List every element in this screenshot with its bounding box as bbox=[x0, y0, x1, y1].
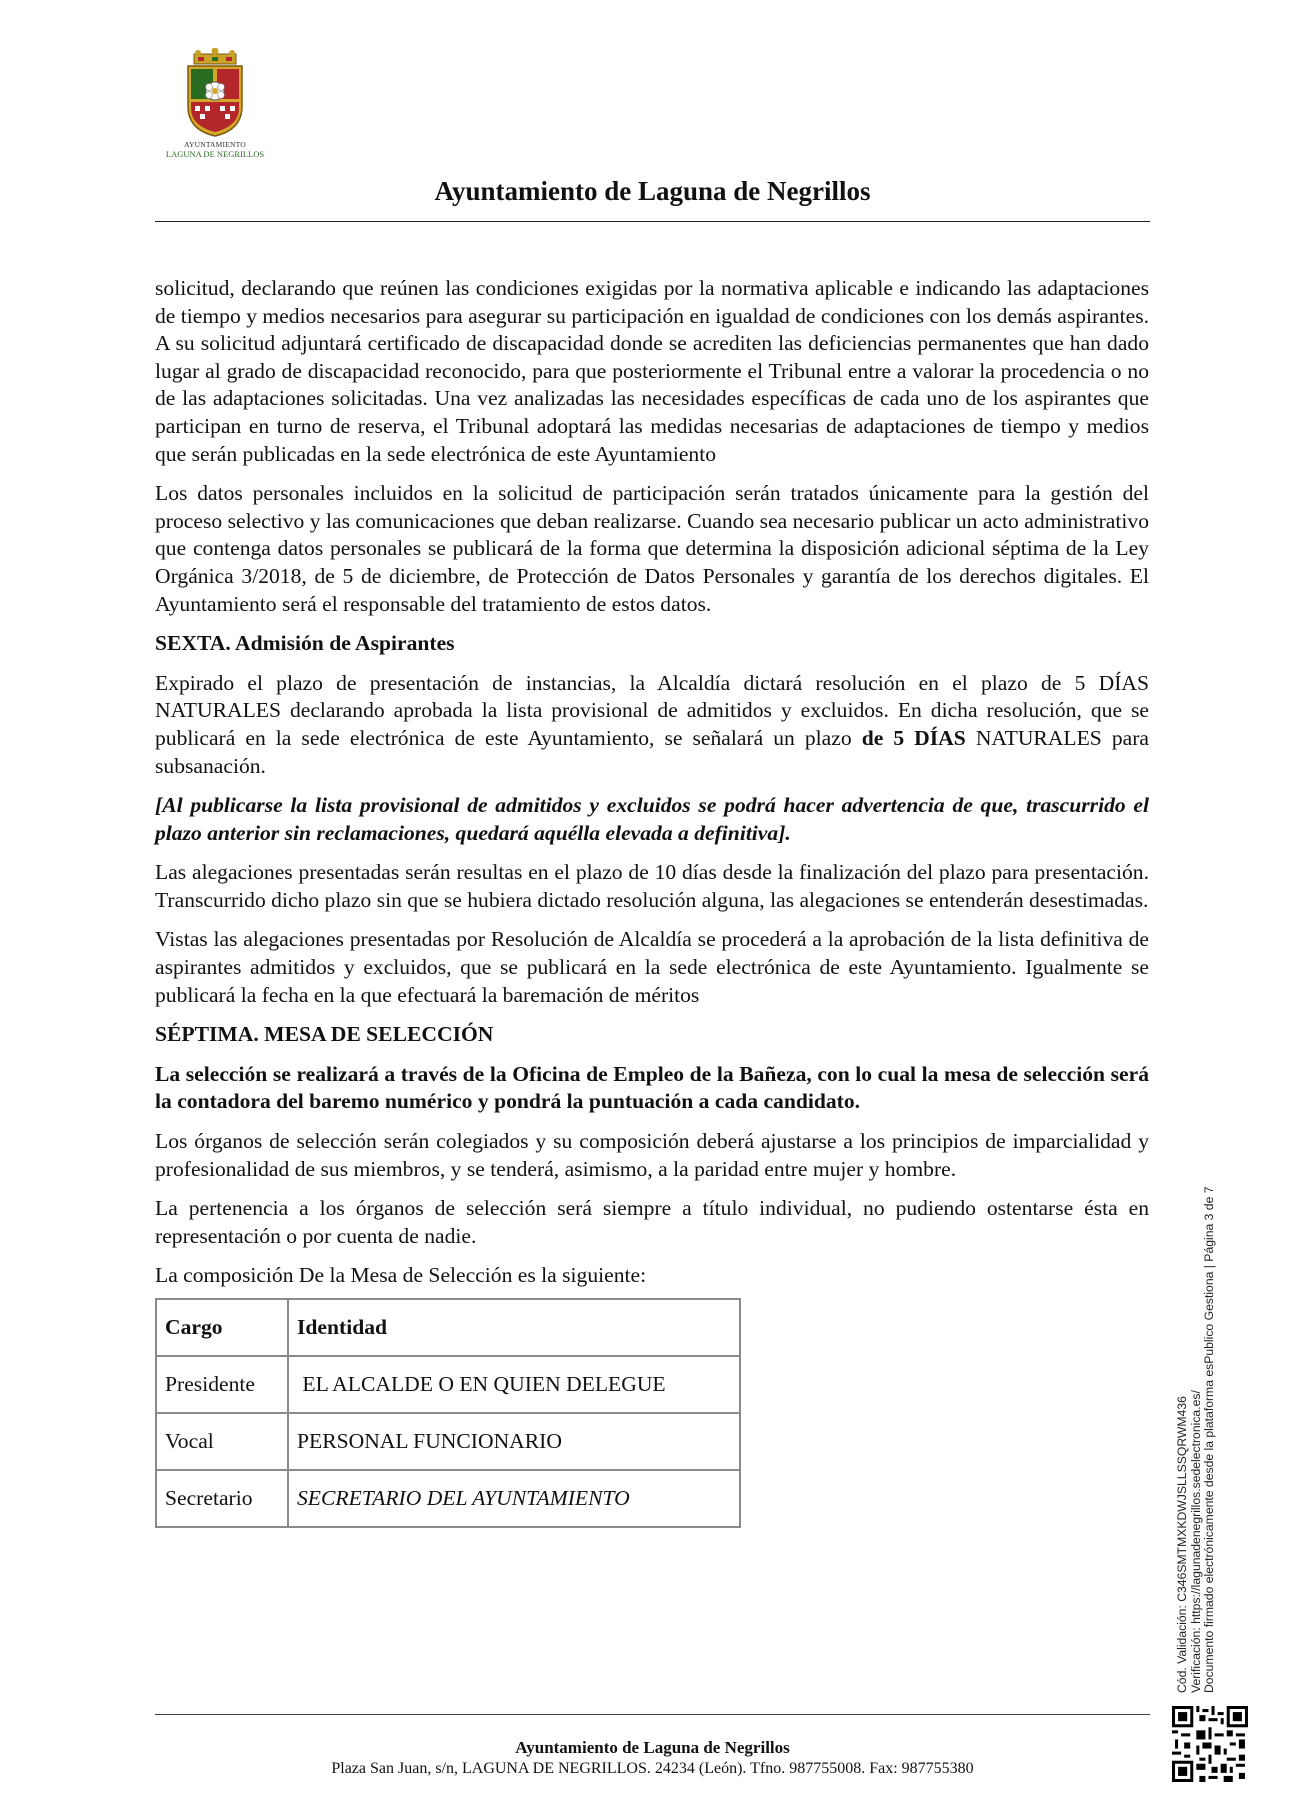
paragraph-pertenencia: La pertenencia a los órganos de selección será siempre a título individual, no pudiendo ostentarse ésta en representación o por cuenta de nadie. bbox=[155, 1196, 1149, 1248]
page-title: Ayuntamiento de Laguna de Negrillos bbox=[434, 176, 871, 206]
heading-septima: SÉPTIMA. MESA DE SELECCIÓN bbox=[155, 1022, 494, 1047]
signature-page-info: Documento firmado electrónicamente desde la plataforma esPublico Gestiona | Página 3 de 7 bbox=[1202, 1186, 1216, 1693]
table-header-cargo: Cargo bbox=[156, 1299, 288, 1356]
table-cell-identidad: SECRETARIO DEL AYUNTAMIENTO bbox=[288, 1470, 740, 1527]
logo-name: LAGUNA DE NEGRILLOS bbox=[165, 149, 265, 159]
logo-caption: AYUNTAMIENTO bbox=[184, 140, 246, 149]
table-header-identidad: Identidad bbox=[288, 1299, 740, 1356]
header-divider bbox=[155, 221, 1150, 222]
paragraph-discapacidad: solicitud, declarando que reúnen las condiciones exigidas por la normativa aplicable e indicando las adaptaciones de tiempo y medios necesarios para asegurar su participación en igualdad de condiciones con los demás aspirantes. A su solicitud adjuntará certificado de discapacidad donde se acrediten las deficiencias permanentes que han dado lugar al grado de discapacidad reconocido, para que posteriormente el Tribunal entre a valorar la procedencia o no de las adaptaciones solicitadas. Una vez analizadas las necesidades específicas de cada uno de los aspirantes que participan en turno de reserva, el Tribunal adoptará las medidas necesarias de adaptaciones de tiempo y medios que serán publicadas en la sede electrónica de este Ayuntamiento bbox=[155, 276, 1149, 466]
municipal-logo bbox=[150, 48, 280, 170]
table-cell-cargo: Secretario bbox=[156, 1470, 288, 1527]
table-cell-cargo: Vocal bbox=[156, 1413, 288, 1470]
footer-address: Plaza San Juan, s/n, LAGUNA DE NEGRILLOS. 24234 (León). Tfno. 987755008. Fax: 987755380 bbox=[331, 1760, 974, 1777]
table-row bbox=[156, 1413, 740, 1470]
electronic-signature-stamp bbox=[1176, 1093, 1217, 1693]
paragraph-datos-personales: Los datos personales incluidos en la solicitud de participación serán tratados únicamente para la gestión del proceso selectivo y las comunicaciones que deban realizarse. Cuando sea necesario publicar un acto administrativo que contenga datos personales se publicará de la forma que determina la disposición adicional séptima de la Ley Orgánica 3/2018, de 5 de diciembre, de Protección de Datos Personales y garantía de los derechos digitales. El Ayuntamiento será el responsable del tratamiento de estos datos. bbox=[155, 481, 1149, 616]
footer-organization: Ayuntamiento de Laguna de Negrillos bbox=[515, 1738, 790, 1757]
table-cell-identidad: PERSONAL FUNCIONARIO bbox=[288, 1413, 740, 1470]
document-body bbox=[155, 275, 1149, 1528]
validation-code: Cód. Validación: C346SMTMXKDWJSLLSSQRWM436 bbox=[1175, 1396, 1189, 1693]
table-cell-cargo: Presidente bbox=[156, 1356, 288, 1413]
qr-code-icon bbox=[1172, 1706, 1248, 1782]
paragraph-expirado-text: Expirado el plazo de presentación de instancias, la Alcaldía dictará resolución en el plazo de 5 DÍAS NATURALES declarando aprobada la lista provisional de admitidos y excluidos. En dicha resolución, que se publicará en la sede electrónica de este Ayuntamiento, se señalará un plazo bbox=[155, 670, 1149, 750]
heading-sexta: SEXTA. Admisión de Aspirantes bbox=[155, 631, 455, 656]
paragraph-expirado-bold: de 5 DÍAS bbox=[861, 725, 966, 750]
paragraph-composicion: La composición De la Mesa de Selección es la siguiente: bbox=[155, 1263, 647, 1288]
table-cell-identidad: EL ALCALDE O EN QUIEN DELEGUE bbox=[288, 1356, 740, 1413]
paragraph-alegaciones: Las alegaciones presentadas serán resultas en el plazo de 10 días desde la finalización del plazo para presentación. Transcurrido dicho plazo sin que se hubiera dictado resolución alguna, las alegaciones se entenderán desestimadas. bbox=[155, 860, 1149, 912]
paragraph-advertencia: [Al publicarse la lista provisional de admitidos y excluidos se podrá hacer advertencia de que, trascurrido el plazo anterior sin reclamaciones, quedará aquélla elevada a definitiva]. bbox=[155, 793, 1149, 845]
table-row bbox=[156, 1356, 740, 1413]
coat-of-arms-icon bbox=[180, 48, 250, 140]
table-header-row bbox=[156, 1299, 740, 1356]
paragraph-oficina-empleo: La selección se realizará a través de la Oficina de Empleo de la Bañeza, con lo cual la mesa de selección será la contadora del baremo numérico y pondrá la puntuación a cada candidato. bbox=[155, 1061, 1149, 1114]
mesa-seleccion-table bbox=[155, 1298, 741, 1528]
footer-divider bbox=[155, 1714, 1150, 1715]
paragraph-organos-seleccion: Los órganos de selección serán colegiados y su composición deberá ajustarse a los principios de imparcialidad y profesionalidad de sus miembros, y se tenderá, asimismo, a la paridad entre mujer y hombre. bbox=[155, 1129, 1149, 1181]
verification-url: Verificación: https://lagunadenegrillos.sedelectronica.es/ bbox=[1188, 1390, 1203, 1693]
paragraph-expirado-plazo bbox=[155, 670, 1149, 780]
paragraph-lista-definitiva: Vistas las alegaciones presentadas por Resolución de Alcaldía se procederá a la aprobación de la lista definitiva de aspirantes admitidos y excluidos, que se publicará en la sede electrónica de este Ayuntamiento. Igualmente se publicará la fecha en la que efectuará la baremación de méritos bbox=[155, 927, 1149, 1007]
paragraph-expirado-end: NATURALES para subsanación. bbox=[155, 725, 1150, 778]
table-row bbox=[156, 1470, 740, 1527]
